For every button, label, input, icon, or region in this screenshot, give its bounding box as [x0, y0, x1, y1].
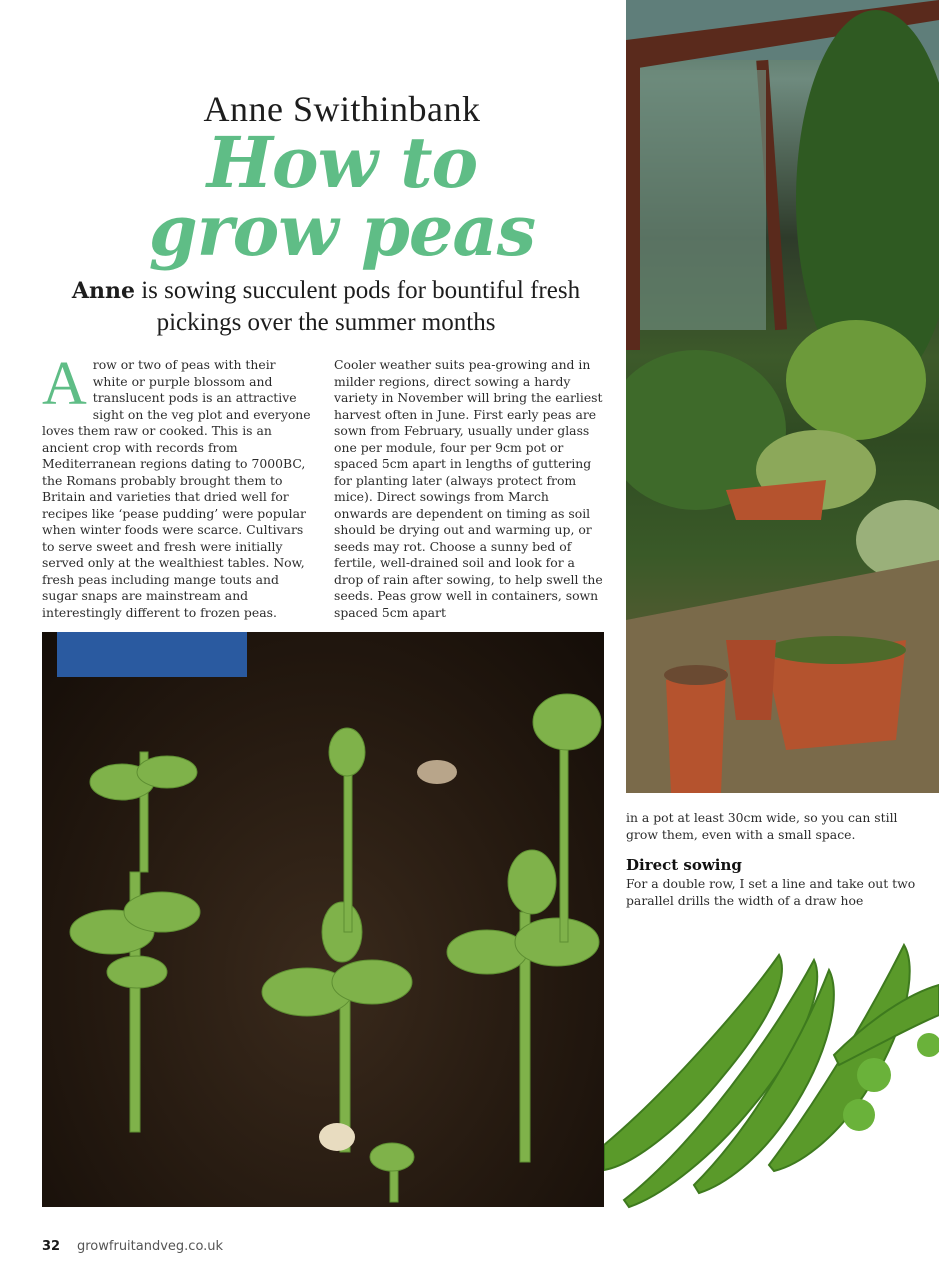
body-column-1: [42, 350, 312, 621]
drop-cap: A: [42, 350, 87, 418]
greenhouse-pots-photo: [626, 0, 939, 793]
author-name: Anne Swithinbank: [203, 89, 481, 129]
standfirst: [42, 275, 610, 338]
body-column-1-text: row or two of peas with their white or purple blossom and translucent pods is an attractive sight on the veg plot and everyone loves them raw or cooked. This is an ancient crop with records from Mediterranean regions dating to 7000BC, the Romans probably brought them to Britain and varieties that dried well for recipes like ‘pease pudding’ were popular when winter foods were scarce. Cultivars to serve sweet and fresh were initially served only at the wealthiest tables. Now, fresh peas including mange touts and sugar snaps are mainstream and interestingly different to frozen peas.: [42, 357, 311, 620]
page-number: 32: [42, 1239, 61, 1254]
seedlings-illustration: [42, 632, 604, 1207]
headline-line-2: grow peas: [148, 189, 536, 272]
headline-line-1: How to: [206, 121, 478, 204]
body-column-2: Cooler weather suits pea-growing and in milder regions, direct sowing a hardy variety in November will bring the earliest harvest often in June. First early peas are sown from February, usually under glass one per module, four per 9cm pot or spaced 5cm apart in lengths of guttering for planting later (always protect from mice). Direct sowings from March onwards are dependent on timing as soil should be drying out and warming up, or seeds may rot. Choose a sunny bed of fertile, well-drained soil and look for a drop of rain after sowing, to help swell the seeds. Peas grow well in containers, sown spaced 5cm apart: [334, 357, 603, 620]
greenhouse-illustration: [626, 0, 939, 793]
standfirst-text: is sowing succulent pods for bountiful fresh pickings over the summer months: [134, 277, 581, 336]
pea-pods-illustration: [604, 915, 939, 1215]
standfirst-lead: Anne: [71, 278, 135, 304]
body-column-4: For a double row, I set a line and take out two parallel drills the width of a draw hoe: [626, 876, 916, 908]
pea-pods-photo: [604, 915, 939, 1215]
subheading-direct-sowing: Direct sowing: [626, 856, 742, 874]
pea-seedlings-photo: [42, 632, 604, 1207]
body-column-3: in a pot at least 30cm wide, so you can still grow them, even with a small space.: [626, 810, 898, 842]
footer-website: growfruitandveg.co.uk: [77, 1239, 224, 1254]
